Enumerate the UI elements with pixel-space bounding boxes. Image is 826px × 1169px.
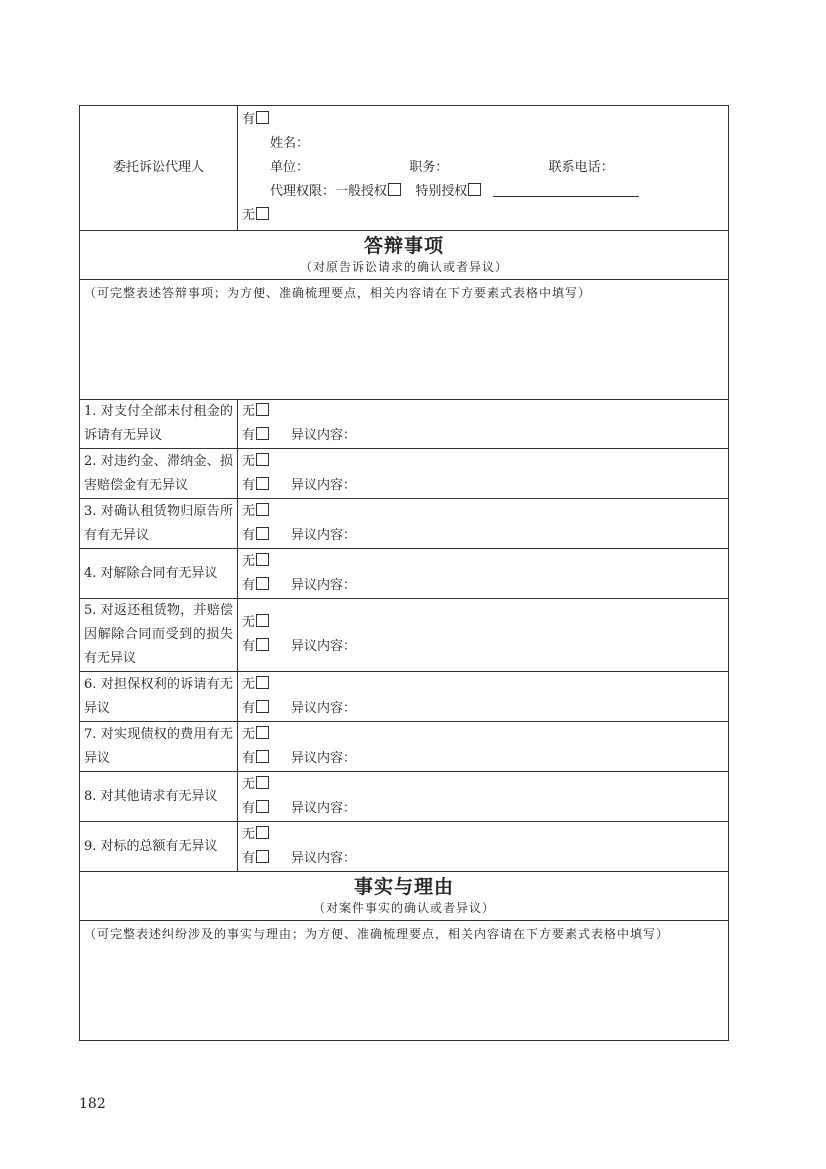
item-3-has-checkbox[interactable] xyxy=(256,527,269,540)
item-5-objection-label[interactable]: 异议内容： xyxy=(291,639,357,654)
item-8-none-checkbox[interactable] xyxy=(256,776,269,789)
facts-subtitle: （对案件事实的确认或者异议） xyxy=(312,901,495,915)
special-auth-blank-line[interactable] xyxy=(493,182,639,197)
item-label-5: 5. 对返还租赁物，并赔偿因解除合同而受到的损失有无异议 xyxy=(80,599,238,672)
item-5-has-label: 有 xyxy=(242,639,256,654)
defense-section-header xyxy=(80,231,729,280)
agent-phone-label: 联系电话： xyxy=(548,160,614,175)
item-3-none-checkbox[interactable] xyxy=(256,503,269,516)
item-3-none-label: 无 xyxy=(242,503,256,519)
agent-row xyxy=(80,106,729,231)
item-row-8 xyxy=(80,772,729,822)
item-7-none-checkbox[interactable] xyxy=(256,726,269,739)
item-2-has-label: 有 xyxy=(242,477,256,493)
item-label-8: 8. 对其他请求有无异议 xyxy=(80,772,238,822)
item-1-none-checkbox[interactable] xyxy=(256,403,269,416)
agent-name-label: 姓名： xyxy=(270,136,310,151)
item-label-2: 2. 对违约金、滞纳金、损害赔偿金有无异议 xyxy=(80,449,238,499)
facts-section-header xyxy=(80,872,729,921)
item-1-has-checkbox[interactable] xyxy=(256,427,269,440)
agent-name-field[interactable] xyxy=(242,132,724,156)
agent-has-label: 有 xyxy=(242,112,256,127)
item-4-has-checkbox[interactable] xyxy=(256,577,269,590)
agent-label: 委托诉讼代理人 xyxy=(80,106,238,231)
item-6-none-checkbox[interactable] xyxy=(256,676,269,689)
item-6-objection-label[interactable]: 异议内容： xyxy=(291,700,357,716)
item-9-has-checkbox[interactable] xyxy=(256,850,269,863)
page-number: 182 xyxy=(79,1096,106,1112)
item-1-has-label: 有 xyxy=(242,428,256,443)
defense-free-text-area[interactable] xyxy=(80,280,729,400)
item-4-none-checkbox[interactable] xyxy=(256,553,269,566)
item-6-has-label: 有 xyxy=(242,700,256,716)
item-2-has-checkbox[interactable] xyxy=(256,477,269,490)
defense-title: 答辩事项 xyxy=(363,235,444,257)
item-6-has-checkbox[interactable] xyxy=(256,700,269,713)
item-3-has-label: 有 xyxy=(242,527,256,543)
item-9-none-label: 无 xyxy=(242,826,256,842)
item-1-objection-label[interactable]: 异议内容： xyxy=(291,428,357,443)
item-8-has-checkbox[interactable] xyxy=(256,800,269,813)
item-row-9 xyxy=(80,822,729,872)
item-label-4: 4. 对解除合同有无异议 xyxy=(80,549,238,599)
item-4-objection-label[interactable]: 异议内容： xyxy=(291,577,357,593)
facts-free-text-area[interactable] xyxy=(80,921,729,1041)
defense-subtitle: （对原告诉讼请求的确认或者异议） xyxy=(299,260,508,274)
item-row-2 xyxy=(80,449,729,499)
general-auth-checkbox[interactable] xyxy=(388,183,401,196)
item-label-1: 1. 对支付全部未付租金的诉请有无异议 xyxy=(80,400,238,449)
item-9-has-label: 有 xyxy=(242,850,256,866)
item-7-has-checkbox[interactable] xyxy=(256,750,269,763)
agent-unit-label: 单位： xyxy=(270,160,310,175)
item-5-has-checkbox[interactable] xyxy=(256,638,269,651)
item-2-none-checkbox[interactable] xyxy=(256,453,269,466)
facts-title: 事实与理由 xyxy=(353,876,454,898)
defense-note: （可完整表述答辩事项；为方便、准确梳理要点，相关内容请在下方要素式表格中填写） xyxy=(84,286,592,300)
item-4-has-label: 有 xyxy=(242,577,256,593)
item-8-has-label: 有 xyxy=(242,800,256,816)
item-label-9: 9. 对标的总额有无异议 xyxy=(80,822,238,872)
item-7-none-label: 无 xyxy=(242,726,256,742)
special-auth-checkbox[interactable] xyxy=(468,183,481,196)
item-3-objection-label[interactable]: 异议内容： xyxy=(291,527,357,543)
facts-note: （可完整表述纠纷涉及的事实与理由；为方便、准确梳理要点，相关内容请在下方要素式表格中填写） xyxy=(84,927,670,941)
item-5-none-label: 无 xyxy=(242,615,256,630)
authority-label: 代理权限： xyxy=(270,184,336,199)
item-4-none-label: 无 xyxy=(242,553,256,569)
item-row-3 xyxy=(80,499,729,549)
item-8-none-label: 无 xyxy=(242,776,256,792)
item-8-objection-label[interactable]: 异议内容： xyxy=(291,800,357,816)
response-form-table xyxy=(79,105,729,1041)
item-row-7 xyxy=(80,722,729,772)
item-row-4 xyxy=(80,549,729,599)
item-5-none-checkbox[interactable] xyxy=(256,614,269,627)
item-6-none-label: 无 xyxy=(242,676,256,692)
special-auth-label: 特别授权 xyxy=(415,184,468,199)
item-2-none-label: 无 xyxy=(242,453,256,469)
agent-none-checkbox[interactable] xyxy=(256,207,269,220)
item-label-7: 7. 对实现债权的费用有无异议 xyxy=(80,722,238,772)
item-row-1 xyxy=(80,400,729,449)
item-9-objection-label[interactable]: 异议内容： xyxy=(291,850,357,866)
item-2-objection-label[interactable]: 异议内容： xyxy=(291,477,357,493)
item-7-has-label: 有 xyxy=(242,750,256,766)
general-auth-label: 一般授权 xyxy=(335,184,388,199)
item-label-3: 3. 对确认租赁物归原告所有有无异议 xyxy=(80,499,238,549)
item-row-5 xyxy=(80,599,729,672)
agent-has-checkbox[interactable] xyxy=(256,111,269,124)
item-9-none-checkbox[interactable] xyxy=(256,826,269,839)
item-1-none-label: 无 xyxy=(242,404,256,419)
item-7-objection-label[interactable]: 异议内容： xyxy=(291,750,357,766)
agent-position-label: 职务： xyxy=(409,160,449,175)
item-row-6 xyxy=(80,672,729,722)
agent-none-label: 无 xyxy=(242,208,256,223)
item-label-6: 6. 对担保权利的诉请有无异议 xyxy=(80,672,238,722)
